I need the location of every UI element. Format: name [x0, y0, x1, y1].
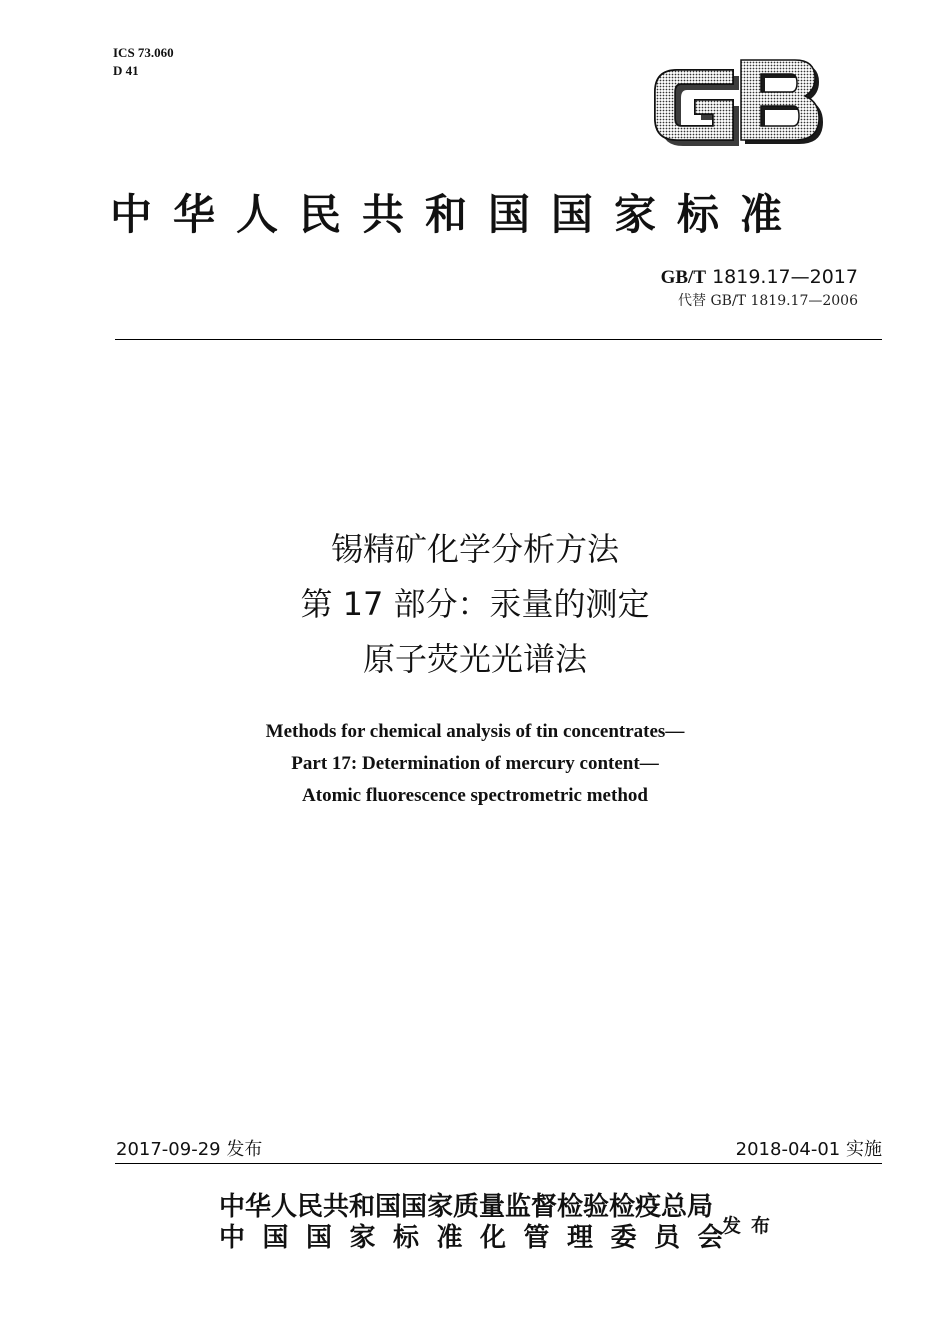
- chinese-title-line-2: 第 17 部分：汞量的测定: [300, 585, 650, 623]
- issuer-sac: 中国国家标准化管理委员会: [219, 1223, 742, 1253]
- publish-label: 发布: [722, 1215, 781, 1237]
- replaces-standard: 代替 GB/T 1819.17—2006: [678, 293, 858, 309]
- issue-date: 2017-09-29 发布: [116, 1139, 263, 1160]
- standard-code-block: [661, 266, 858, 310]
- top-divider: [115, 339, 882, 340]
- national-standard-title: 中华人民共和国国家标准: [110, 190, 804, 239]
- chinese-title-line-1: 锡精矿化学分析方法: [330, 530, 619, 568]
- ccs-code: D 41: [113, 63, 139, 78]
- chinese-title-line-3: 原子荧光光谱法: [362, 640, 587, 678]
- issuing-organizations: [219, 1192, 741, 1254]
- ics-code: ICS 73.060: [113, 45, 174, 60]
- bottom-divider: [115, 1163, 882, 1164]
- english-title-line-1: Methods for chemical analysis of tin concentrates—: [265, 721, 685, 742]
- standard-code: [661, 266, 858, 289]
- issuer-aqsiq: 中华人民共和国国家质量监督检验检疫总局: [219, 1192, 714, 1222]
- standard-code-prefix: GB/T: [660, 267, 707, 288]
- classification-codes: [113, 44, 174, 80]
- english-title: [0, 716, 950, 812]
- english-title-line-3: Atomic fluorescence spectrometric method: [302, 785, 648, 806]
- standard-code-number: 1819.17—2017: [712, 266, 858, 288]
- implementation-date: 2018-04-01 实施: [735, 1139, 882, 1160]
- gb-logo-icon: [647, 58, 829, 150]
- english-title-line-2: Part 17: Determination of mercury content—: [291, 753, 659, 774]
- chinese-title: [0, 522, 950, 687]
